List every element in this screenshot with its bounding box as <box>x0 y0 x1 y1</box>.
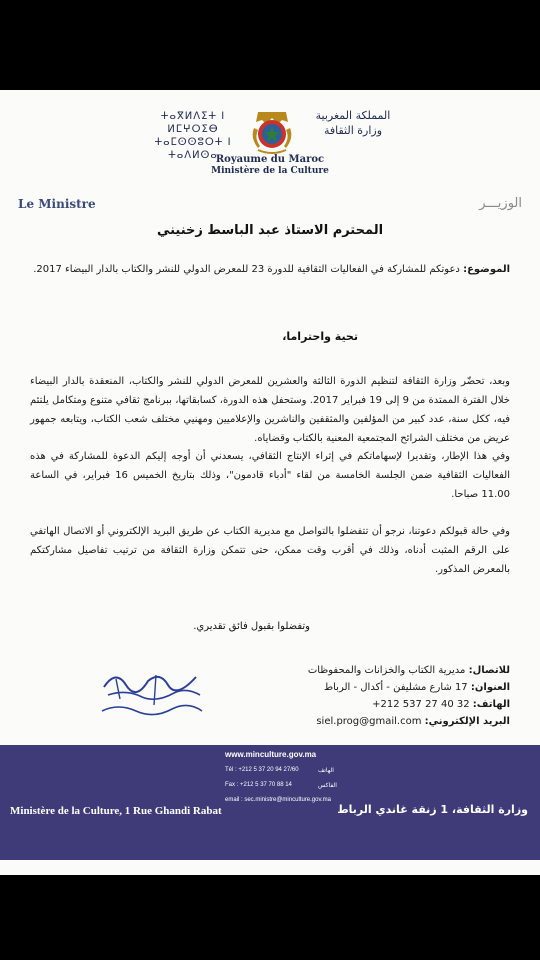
footer-address-ar: وزارة الثقافة، 1 زنقة غاندي الرباط <box>337 803 528 816</box>
arabic-header <box>298 108 408 138</box>
email-label: البريد الإلكتروني: <box>424 716 510 727</box>
address-row <box>250 679 510 696</box>
arabic-header-line-2: وزارة الثقافة <box>323 124 383 137</box>
body-paragraph-2: وفي هذا الإطار، وتقديرا لإسهاماتكم في إثراء الإنتاج الثقافي، يسعدني أن أوجه إليكم الدعوة للمشاركة في هذه الفعاليات الثقافية ضمن الجلسة الخامسة من لقاء "أدباء قادمون"، وذلك بتاريخ الخميس 16 فبراير، في الساعة 11.00 صباحا. <box>30 451 510 500</box>
footer-fax: Fax : +212 5 37 70 88 14 <box>225 782 292 788</box>
subject-text: دعوتكم للمشاركة في الفعاليات الثقافية للدورة 23 للمعرض الدولي للنشر والكتاب بالدار البيضاء 2017. <box>33 264 460 275</box>
ministere-label: Ministère de la Culture <box>211 166 329 176</box>
tifinagh-line-1: ⵜⴰⴳⵍⴷⵉⵜ ⵏ ⵍⵎⵖⵔⵉⴱ <box>160 111 226 135</box>
recipient-line: المحترم الاستاذ عبد الباسط زخنيني <box>156 223 384 238</box>
subject-paragraph <box>30 260 510 279</box>
subject-label: الموضوع: <box>463 264 510 275</box>
footer-url: www.minculture.gov.ma <box>225 750 317 759</box>
footer-band <box>0 745 540 860</box>
arabic-header-line-1: المملكة المغربية <box>315 109 391 122</box>
contact-value: مديرية الكتاب والخزانات والمحفوظات <box>307 665 466 676</box>
body-paragraph-1: وبعد، تحضّر وزارة الثقافة لتنظيم الدورة الثالثة والعشرين للمعرض الدولي للنشر والكتاب، المنعقدة بالدار البيضاء خلال الفترة الممتدة من 9 إلى 19 فبراير 2017. وستحفل هذه الدورة، كسابقاتها، ببرنامج ثقافي متنوع ومتكامل يلتئم فيه، ككل سنة، عدد كبير من المؤلفين والمثقفين والناشرين والإعلاميين ومهنيي مختلف شعب الكتاب، ويتابعه جمهور عريض من مختلف الشرائح المجتمعية المعنية بالكتاب وقضاياه. <box>30 376 510 444</box>
contact-label: للاتصال: <box>468 665 510 676</box>
greeting: تحية واحتراما، <box>282 330 358 343</box>
phone-value: +212 537 27 40 32 <box>372 699 470 710</box>
tifinagh-line-2: ⵜⴰⵎⵙⵙⵓⵔⵜ ⵏ ⵜⴰⴷⵍⵙⴰ <box>154 137 232 161</box>
footer-tel: Tél : +212 5 37 20 94 27/60 <box>225 767 299 773</box>
wazir-label: الوزيـــر <box>479 196 522 211</box>
closing-line: وتفضلوا بقبول فائق تقديري. <box>193 621 310 632</box>
phone-label: الهاتف: <box>472 699 510 710</box>
le-ministre-label: Le Ministre <box>18 197 96 211</box>
contact-block <box>250 662 510 730</box>
address-value: 17 شارع مشليفن - أكدال - الرباط <box>323 682 468 693</box>
footer-address-fr: Ministère de la Culture, 1 Rue Ghandi Rabat <box>10 805 222 817</box>
phone-row <box>250 696 510 713</box>
address-label: العنوان: <box>470 682 510 693</box>
handwritten-signature <box>96 665 206 725</box>
footer-fax-ar: الفاكس <box>318 782 337 789</box>
letter-page <box>0 90 540 875</box>
footer-email: email : sec.ministre@minculture.gov.ma <box>225 797 332 803</box>
body-paragraph-3: وفي حالة قبولكم دعوتنا، نرجو أن تتفضلوا بالتواصل مع مديرية الكتاب عن طريق البريد الإلكتروني أو الاتصال الهاتفي على الرقم المثبت أدناه، وذلك في أقرب وقت ممكن، حتى تتمكن وزارة الثقافة من ترتيب تفاصيل مشاركتكم بالمعرض المذكور. <box>30 526 510 575</box>
email-value: siel.prog@gmail.com <box>316 716 422 727</box>
coat-of-arms-icon <box>244 102 300 158</box>
royaume-label: Royaume du Maroc <box>215 154 325 165</box>
email-row <box>250 713 510 730</box>
contact-row <box>250 662 510 679</box>
footer-tel-ar: الهاتف <box>318 767 334 774</box>
